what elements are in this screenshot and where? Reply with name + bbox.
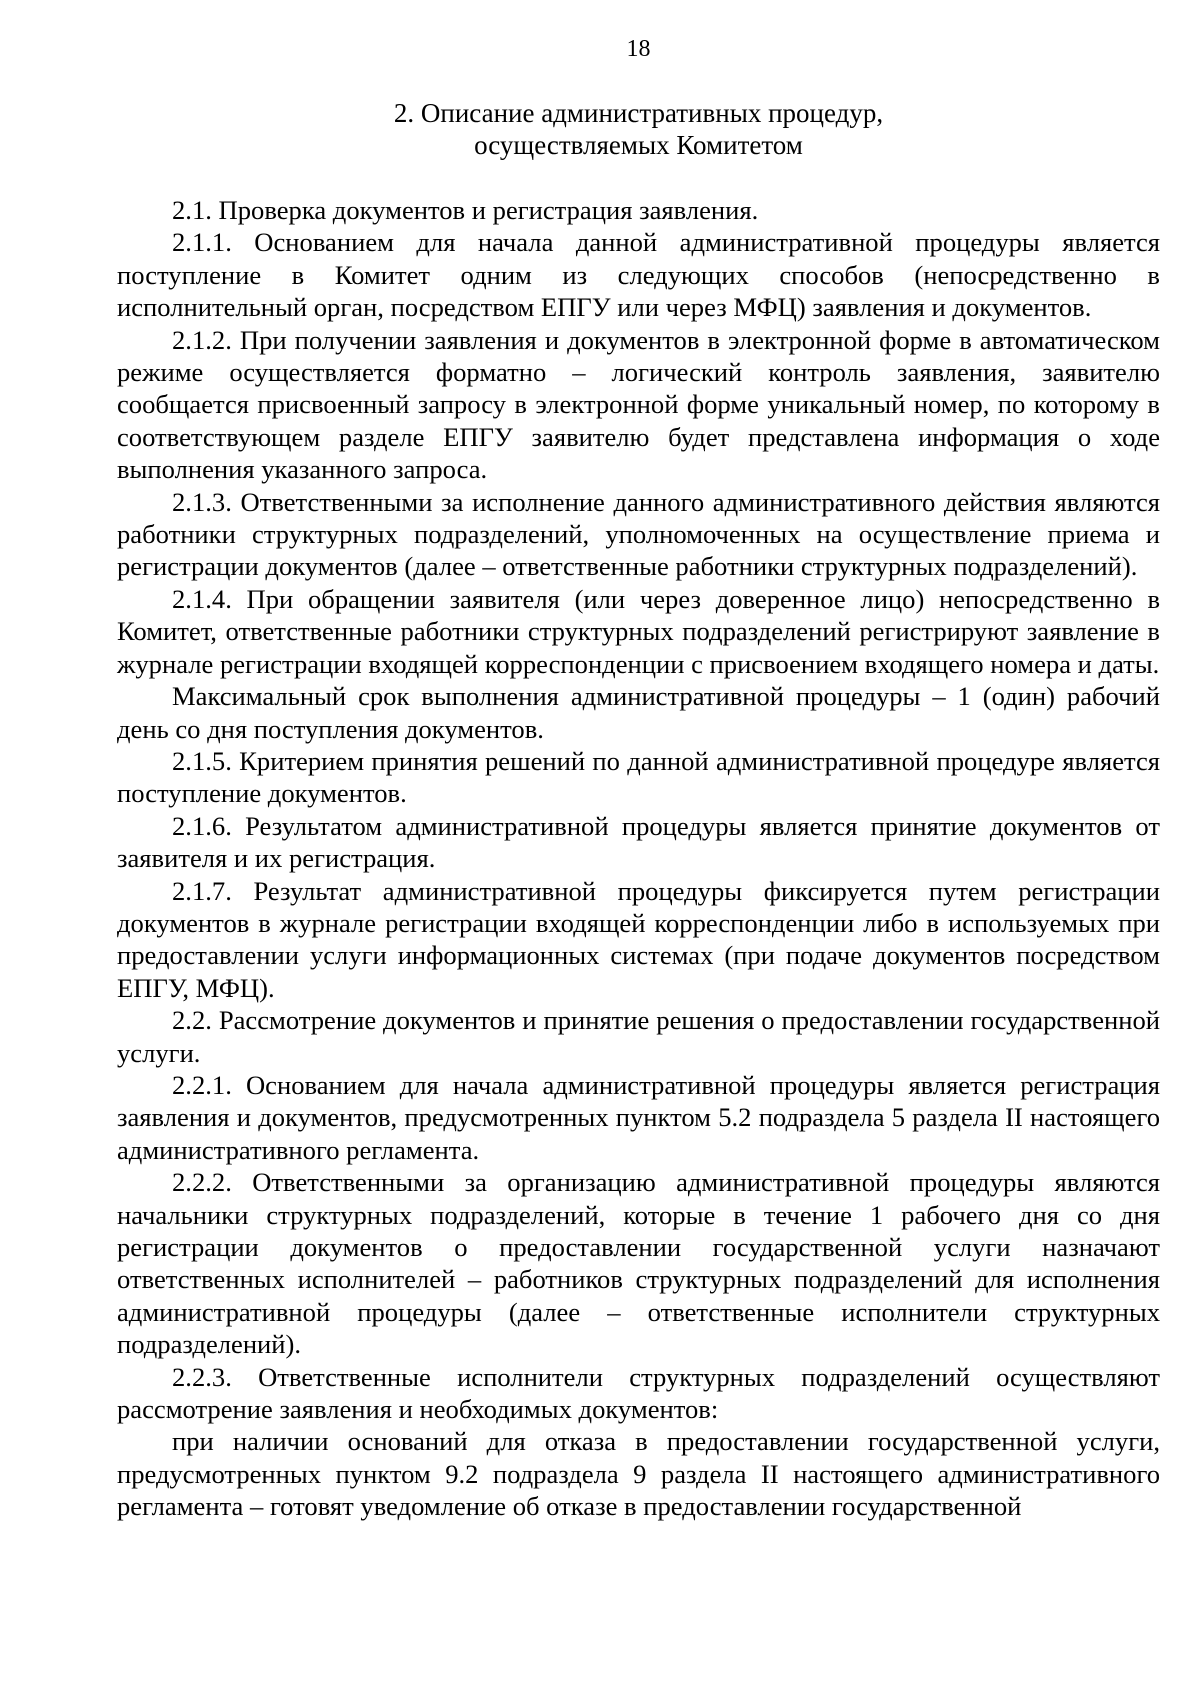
section-heading-line-2: осуществляемых Комитетом xyxy=(474,130,803,160)
document-body xyxy=(117,194,1160,1523)
paragraph-2-1-7: 2.1.7. Результат административной процедуры фиксируется путем регистрации документов в журнале регистрации входящей корреспонденции либо в используемых при предоставлении услуги информационных системах (при подаче документов посредством ЕПГУ, МФЦ). xyxy=(117,875,1160,1003)
paragraph-2-1-3: 2.1.3. Ответственными за исполнение данного административного действия являются работники структурных подразделений, уполномоченных на осуществление приема и регистрации документов (далее – ответственные работники структурных подразделений). xyxy=(117,486,1160,582)
section-heading xyxy=(117,97,1160,161)
paragraph-2-2-2: 2.2.2. Ответственными за организацию административной процедуры являются начальники структурных подразделений, которые в течение 1 рабочего дня со дня регистрации документов о предоставлении государственной услуги назначают ответственных исполнителей – работников структурных подразделений для исполнения административной процедуры (далее – ответственные исполнители структурных подразделений). xyxy=(117,1167,1160,1360)
paragraph-2-1-2: 2.1.2. При получении заявления и документов в электронной форме в автоматическом режиме осуществляется форматно – логический контроль заявления, заявителю сообщается присвоенный запросу в электронной форме уникальный номер, по которому в соответствующем разделе ЕПГУ заявителю будет представлена информация о ходе выполнения указанного запроса. xyxy=(117,324,1160,485)
paragraph-2-1-1: 2.1.1. Основанием для начала данной административной процедуры является поступление в Комитет одним из следующих способов (непосредственно в исполнительный орган, посредством ЕПГУ или через МФЦ) заявления и документов. xyxy=(117,227,1160,323)
paragraph-2-1-6: 2.1.6. Результатом административной процедуры является принятие документов от заявителя и их регистрация. xyxy=(117,810,1160,874)
page-number: 18 xyxy=(626,36,651,62)
paragraph-max-term: Максимальный срок выполнения административной процедуры – 1 (один) рабочий день со дня поступления документов. xyxy=(117,681,1160,744)
paragraph-2-1-4: 2.1.4. При обращении заявителя (или через доверенное лицо) непосредственно в Комитет, ответственные работники структурных подразделений регистрируют заявление в журнале регистрации входящей корреспонденции с присвоением входящего номера и даты. xyxy=(117,583,1160,679)
paragraph-2-2-1: 2.2.1. Основанием для начала административной процедуры является регистрация заявления и документов, предусмотренных пунктом 5.2 подраздела 5 раздела II настоящего административного регламента. xyxy=(117,1069,1160,1165)
paragraph-2-1-5: 2.1.5. Критерием принятия решений по данной административной процедуре является поступление документов. xyxy=(117,745,1160,809)
paragraph-refusal-grounds: при наличии оснований для отказа в предоставлении государственной услуги, предусмотренных пунктом 9.2 подраздела 9 раздела II настоящего административного регламента – готовят уведомление об отказе в предоставлении государственной xyxy=(117,1426,1160,1522)
section-heading-line-1: 2. Описание административных процедур, xyxy=(393,98,884,128)
paragraph-2-1: 2.1. Проверка документов и регистрация заявления. xyxy=(172,195,759,225)
paragraph-2-2: 2.2. Рассмотрение документов и принятие решения о предоставлении государственной услуги. xyxy=(117,1005,1160,1068)
paragraph-2-2-3: 2.2.3. Ответственные исполнители структурных подразделений осуществляют рассмотрение заявления и необходимых документов: xyxy=(117,1361,1160,1425)
